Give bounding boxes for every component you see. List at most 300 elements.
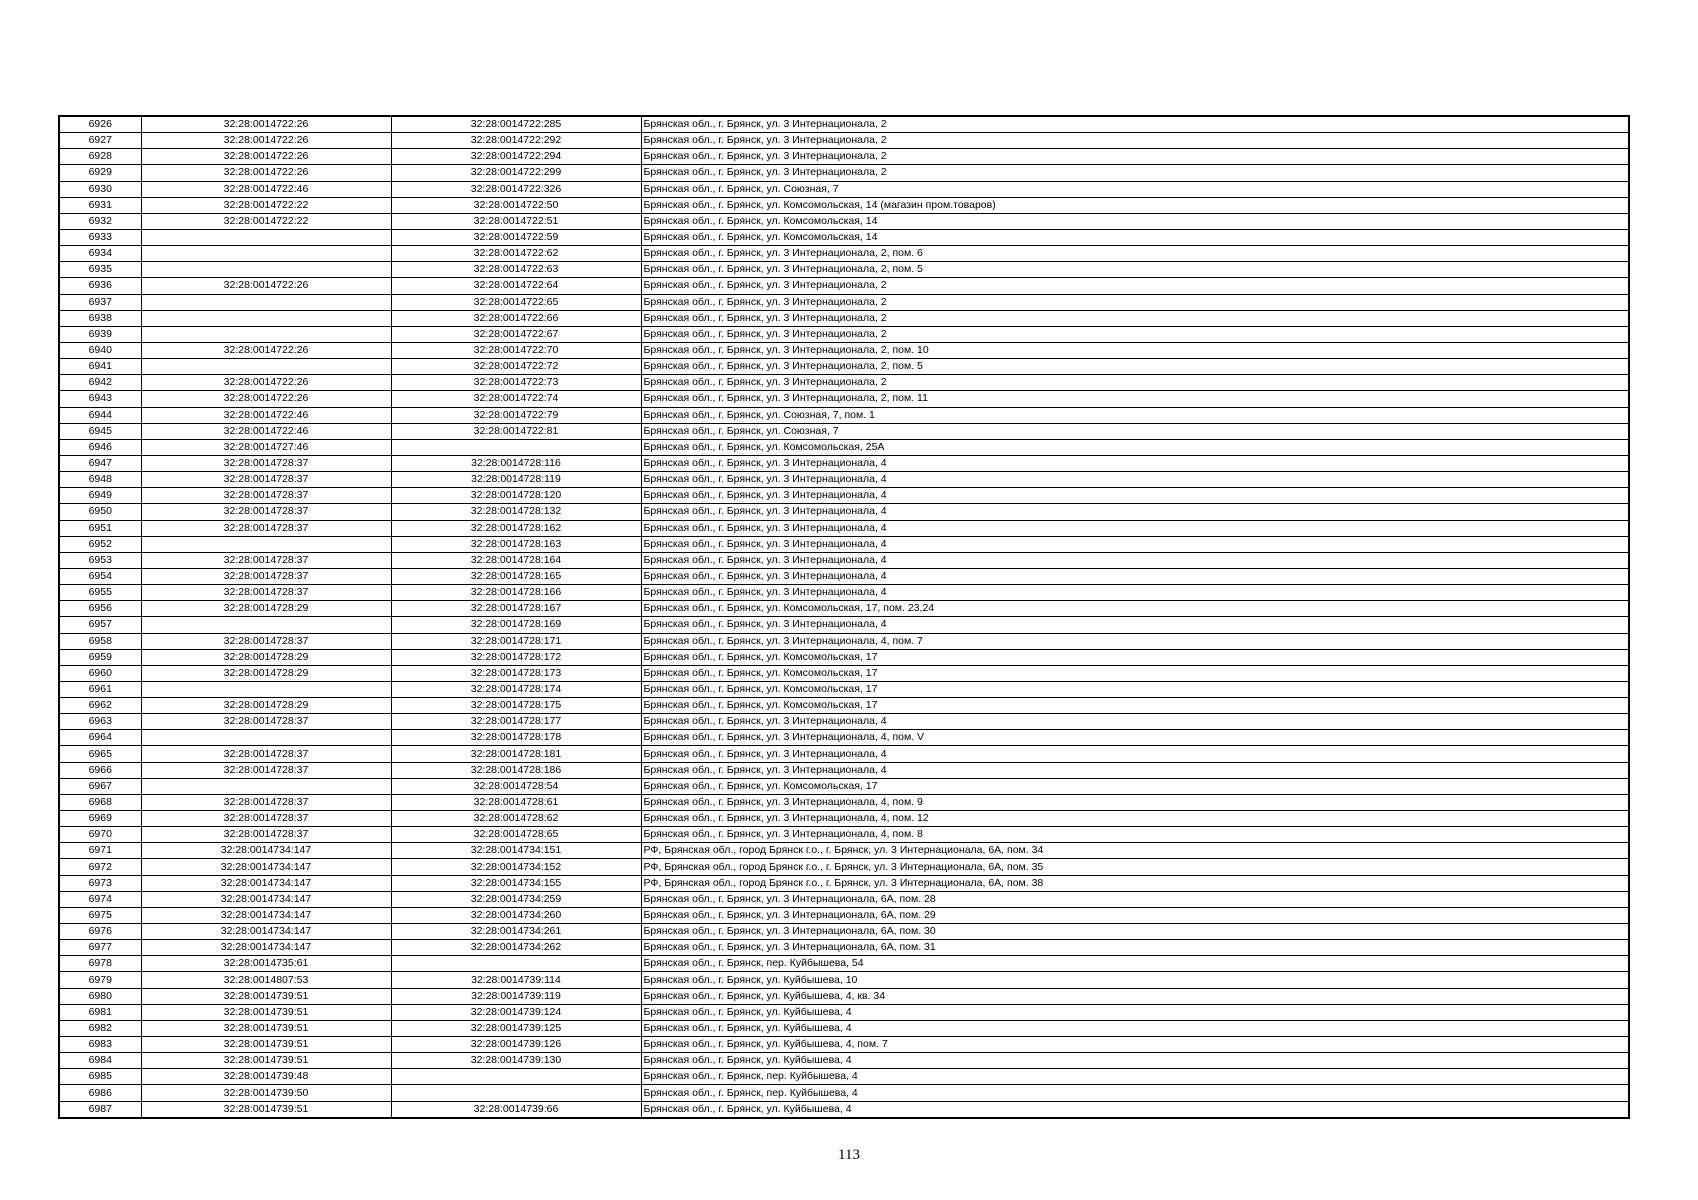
parent-cadastral-number-cell: 32:28:0014739:51: [141, 1004, 391, 1020]
address-cell: Брянская обл., г. Брянск, ул. Союзная, 7: [641, 423, 1629, 439]
parent-cadastral-number-cell: [141, 326, 391, 342]
row-number-cell: 6983: [59, 1037, 141, 1053]
table-row: [59, 165, 1629, 181]
cadastral-number-cell: 32:28:0014728:65: [391, 827, 641, 843]
cadastral-number-cell: 32:28:0014734:155: [391, 875, 641, 891]
address-cell: РФ, Брянская обл., город Брянск г.о., г. Брянск, ул. 3 Интернационала, 6А, пом. 34: [641, 843, 1629, 859]
cadastral-number-cell: 32:28:0014722:59: [391, 229, 641, 245]
table-row: [59, 1053, 1629, 1069]
parent-cadastral-number-cell: 32:28:0014728:29: [141, 649, 391, 665]
row-number-cell: 6935: [59, 262, 141, 278]
cadastral-number-cell: 32:28:0014728:61: [391, 794, 641, 810]
table-row: [59, 988, 1629, 1004]
parent-cadastral-number-cell: 32:28:0014728:37: [141, 794, 391, 810]
parent-cadastral-number-cell: 32:28:0014739:50: [141, 1085, 391, 1101]
row-number-cell: 6933: [59, 229, 141, 245]
row-number-cell: 6974: [59, 891, 141, 907]
table-row: [59, 488, 1629, 504]
cadastral-number-cell: 32:28:0014722:74: [391, 391, 641, 407]
cadastral-number-cell: 32:28:0014728:166: [391, 585, 641, 601]
address-cell: Брянская обл., г. Брянск, ул. 3 Интернационала, 4: [641, 617, 1629, 633]
parent-cadastral-number-cell: 32:28:0014728:29: [141, 698, 391, 714]
row-number-cell: 6945: [59, 423, 141, 439]
row-number-cell: 6981: [59, 1004, 141, 1020]
row-number-cell: 6940: [59, 342, 141, 358]
parent-cadastral-number-cell: [141, 246, 391, 262]
cadastral-number-cell: 32:28:0014728:175: [391, 698, 641, 714]
parent-cadastral-number-cell: 32:28:0014722:26: [141, 375, 391, 391]
cadastral-number-cell: 32:28:0014739:119: [391, 988, 641, 1004]
table-row: [59, 681, 1629, 697]
address-cell: Брянская обл., г. Брянск, ул. Куйбышева, 10: [641, 972, 1629, 988]
cadastral-number-cell: 32:28:0014722:62: [391, 246, 641, 262]
row-number-cell: 6944: [59, 407, 141, 423]
cadastral-number-cell: 32:28:0014728:120: [391, 488, 641, 504]
address-cell: Брянская обл., г. Брянск, пер. Куйбышева, 4: [641, 1069, 1629, 1085]
parent-cadastral-number-cell: 32:28:0014728:29: [141, 601, 391, 617]
table-row: [59, 1020, 1629, 1036]
table-row: [59, 229, 1629, 245]
parent-cadastral-number-cell: [141, 730, 391, 746]
table-row: [59, 1101, 1629, 1118]
row-number-cell: 6969: [59, 811, 141, 827]
address-cell: Брянская обл., г. Брянск, ул. Комсомольская, 17: [641, 649, 1629, 665]
cadastral-number-cell: 32:28:0014722:64: [391, 278, 641, 294]
address-cell: Брянская обл., г. Брянск, ул. 3 Интернационала, 2: [641, 278, 1629, 294]
table-row: [59, 649, 1629, 665]
address-cell: Брянская обл., г. Брянск, ул. 3 Интернационала, 4: [641, 455, 1629, 471]
cadastral-number-cell: 32:28:0014722:65: [391, 294, 641, 310]
address-cell: Брянская обл., г. Брянск, ул. 3 Интернационала, 2, пом. 6: [641, 246, 1629, 262]
cadastral-number-cell: 32:28:0014739:125: [391, 1020, 641, 1036]
cadastral-number-cell: 32:28:0014734:260: [391, 907, 641, 923]
row-number-cell: 6975: [59, 907, 141, 923]
table-row: [59, 811, 1629, 827]
table-row: [59, 843, 1629, 859]
table-row: [59, 326, 1629, 342]
cadastral-number-cell: 32:28:0014734:152: [391, 859, 641, 875]
cadastral-number-cell: 32:28:0014728:163: [391, 536, 641, 552]
address-cell: Брянская обл., г. Брянск, ул. Куйбышева, 4: [641, 1004, 1629, 1020]
cadastral-number-cell: 32:28:0014728:173: [391, 665, 641, 681]
cadastral-number-cell: 32:28:0014722:51: [391, 213, 641, 229]
cadastral-number-cell: 32:28:0014728:167: [391, 601, 641, 617]
row-number-cell: 6984: [59, 1053, 141, 1069]
address-cell: Брянская обл., г. Брянск, ул. 3 Интернационала, 4: [641, 488, 1629, 504]
address-cell: Брянская обл., г. Брянск, ул. Комсомольская, 17: [641, 698, 1629, 714]
table-row: [59, 859, 1629, 875]
parent-cadastral-number-cell: [141, 262, 391, 278]
row-number-cell: 6980: [59, 988, 141, 1004]
parent-cadastral-number-cell: 32:28:0014728:37: [141, 827, 391, 843]
table-row: [59, 746, 1629, 762]
parent-cadastral-number-cell: [141, 617, 391, 633]
row-number-cell: 6930: [59, 181, 141, 197]
parent-cadastral-number-cell: 32:28:0014728:37: [141, 472, 391, 488]
row-number-cell: 6953: [59, 552, 141, 568]
cadastral-number-cell: 32:28:0014728:132: [391, 504, 641, 520]
row-number-cell: 6977: [59, 940, 141, 956]
table-row: [59, 827, 1629, 843]
table-row: [59, 262, 1629, 278]
cadastral-number-cell: [391, 1085, 641, 1101]
cadastral-number-cell: 32:28:0014728:54: [391, 778, 641, 794]
parent-cadastral-number-cell: 32:28:0014722:26: [141, 165, 391, 181]
parent-cadastral-number-cell: 32:28:0014735:61: [141, 956, 391, 972]
address-cell: Брянская обл., г. Брянск, ул. 3 Интернационала, 4, пом. 7: [641, 633, 1629, 649]
address-cell: Брянская обл., г. Брянск, ул. 3 Интернационала, 4: [641, 520, 1629, 536]
row-number-cell: 6963: [59, 714, 141, 730]
row-number-cell: 6978: [59, 956, 141, 972]
row-number-cell: 6955: [59, 585, 141, 601]
row-number-cell: 6931: [59, 197, 141, 213]
table-row: [59, 552, 1629, 568]
parent-cadastral-number-cell: 32:28:0014734:147: [141, 907, 391, 923]
parent-cadastral-number-cell: [141, 310, 391, 326]
table-row: [59, 617, 1629, 633]
row-number-cell: 6972: [59, 859, 141, 875]
cadastral-number-cell: 32:28:0014728:164: [391, 552, 641, 568]
cadastral-number-cell: [391, 439, 641, 455]
address-cell: Брянская обл., г. Брянск, ул. Союзная, 7, пом. 1: [641, 407, 1629, 423]
address-cell: Брянская обл., г. Брянск, ул. 3 Интернационала, 4: [641, 536, 1629, 552]
row-number-cell: 6971: [59, 843, 141, 859]
table-row: [59, 342, 1629, 358]
row-number-cell: 6976: [59, 924, 141, 940]
cadastral-number-cell: 32:28:0014722:79: [391, 407, 641, 423]
table-row: [59, 633, 1629, 649]
registry-table-body: [59, 116, 1629, 1118]
address-cell: Брянская обл., г. Брянск, ул. 3 Интернационала, 6А, пом. 30: [641, 924, 1629, 940]
cadastral-number-cell: 32:28:0014728:172: [391, 649, 641, 665]
table-row: [59, 891, 1629, 907]
cadastral-number-cell: 32:28:0014734:151: [391, 843, 641, 859]
table-row: [59, 197, 1629, 213]
row-number-cell: 6947: [59, 455, 141, 471]
row-number-cell: 6979: [59, 972, 141, 988]
row-number-cell: 6941: [59, 359, 141, 375]
address-cell: Брянская обл., г. Брянск, ул. 3 Интернационала, 4, пом. V: [641, 730, 1629, 746]
cadastral-number-cell: 32:28:0014739:114: [391, 972, 641, 988]
row-number-cell: 6967: [59, 778, 141, 794]
table-row: [59, 504, 1629, 520]
row-number-cell: 6927: [59, 133, 141, 149]
address-cell: Брянская обл., г. Брянск, ул. 3 Интернационала, 4: [641, 585, 1629, 601]
parent-cadastral-number-cell: 32:28:0014728:37: [141, 455, 391, 471]
table-row: [59, 601, 1629, 617]
address-cell: Брянская обл., г. Брянск, ул. 3 Интернационала, 4, пом. 12: [641, 811, 1629, 827]
address-cell: Брянская обл., г. Брянск, ул. 3 Интернационала, 2, пом. 11: [641, 391, 1629, 407]
cadastral-number-cell: 32:28:0014722:299: [391, 165, 641, 181]
address-cell: Брянская обл., г. Брянск, ул. 3 Интернационала, 4, пом. 9: [641, 794, 1629, 810]
address-cell: Брянская обл., г. Брянск, ул. 3 Интернационала, 2: [641, 375, 1629, 391]
address-cell: Брянская обл., г. Брянск, ул. Комсомольская, 14: [641, 229, 1629, 245]
row-number-cell: 6985: [59, 1069, 141, 1085]
table-row: [59, 698, 1629, 714]
table-row: [59, 359, 1629, 375]
parent-cadastral-number-cell: 32:28:0014722:46: [141, 407, 391, 423]
row-number-cell: 6959: [59, 649, 141, 665]
cadastral-number-cell: 32:28:0014728:174: [391, 681, 641, 697]
cadastral-number-cell: 32:28:0014728:177: [391, 714, 641, 730]
table-row: [59, 875, 1629, 891]
row-number-cell: 6937: [59, 294, 141, 310]
row-number-cell: 6939: [59, 326, 141, 342]
table-row: [59, 665, 1629, 681]
cadastral-number-cell: 32:28:0014728:186: [391, 762, 641, 778]
parent-cadastral-number-cell: 32:28:0014728:37: [141, 633, 391, 649]
row-number-cell: 6942: [59, 375, 141, 391]
parent-cadastral-number-cell: 32:28:0014739:51: [141, 1053, 391, 1069]
row-number-cell: 6986: [59, 1085, 141, 1101]
address-cell: Брянская обл., г. Брянск, ул. Комсомольская, 17: [641, 665, 1629, 681]
table-row: [59, 116, 1629, 133]
address-cell: Брянская обл., г. Брянск, ул. 3 Интернационала, 2, пом. 5: [641, 359, 1629, 375]
row-number-cell: 6982: [59, 1020, 141, 1036]
row-number-cell: 6964: [59, 730, 141, 746]
cadastral-number-cell: 32:28:0014722:81: [391, 423, 641, 439]
parent-cadastral-number-cell: [141, 536, 391, 552]
row-number-cell: 6948: [59, 472, 141, 488]
cadastral-number-cell: 32:28:0014722:294: [391, 149, 641, 165]
row-number-cell: 6956: [59, 601, 141, 617]
address-cell: Брянская обл., г. Брянск, ул. Комсомольская, 25А: [641, 439, 1629, 455]
cadastral-number-cell: 32:28:0014722:72: [391, 359, 641, 375]
parent-cadastral-number-cell: 32:28:0014722:26: [141, 133, 391, 149]
parent-cadastral-number-cell: 32:28:0014728:37: [141, 714, 391, 730]
parent-cadastral-number-cell: 32:28:0014728:37: [141, 488, 391, 504]
row-number-cell: 6987: [59, 1101, 141, 1118]
cadastral-number-cell: 32:28:0014728:116: [391, 455, 641, 471]
cadastral-number-cell: 32:28:0014728:119: [391, 472, 641, 488]
address-cell: Брянская обл., г. Брянск, ул. 3 Интернационала, 2: [641, 133, 1629, 149]
table-row: [59, 1037, 1629, 1053]
cadastral-number-cell: 32:28:0014722:66: [391, 310, 641, 326]
row-number-cell: 6932: [59, 213, 141, 229]
parent-cadastral-number-cell: 32:28:0014722:46: [141, 423, 391, 439]
cadastral-number-cell: 32:28:0014722:285: [391, 116, 641, 133]
parent-cadastral-number-cell: [141, 294, 391, 310]
parent-cadastral-number-cell: 32:28:0014728:37: [141, 811, 391, 827]
row-number-cell: 6929: [59, 165, 141, 181]
parent-cadastral-number-cell: 32:28:0014728:37: [141, 504, 391, 520]
registry-table: [58, 115, 1630, 1119]
cadastral-number-cell: 32:28:0014722:73: [391, 375, 641, 391]
cadastral-number-cell: 32:28:0014728:165: [391, 568, 641, 584]
table-row: [59, 520, 1629, 536]
row-number-cell: 6949: [59, 488, 141, 504]
address-cell: Брянская обл., г. Брянск, ул. 3 Интернационала, 4: [641, 746, 1629, 762]
address-cell: Брянская обл., г. Брянск, ул. Союзная, 7: [641, 181, 1629, 197]
cadastral-number-cell: 32:28:0014722:67: [391, 326, 641, 342]
parent-cadastral-number-cell: 32:28:0014728:37: [141, 585, 391, 601]
table-row: [59, 310, 1629, 326]
parent-cadastral-number-cell: [141, 359, 391, 375]
cadastral-number-cell: 32:28:0014739:126: [391, 1037, 641, 1053]
cadastral-number-cell: 32:28:0014734:262: [391, 940, 641, 956]
row-number-cell: 6934: [59, 246, 141, 262]
cadastral-number-cell: 32:28:0014722:50: [391, 197, 641, 213]
address-cell: Брянская обл., г. Брянск, ул. 3 Интернационала, 2: [641, 294, 1629, 310]
table-row: [59, 536, 1629, 552]
address-cell: Брянская обл., г. Брянск, ул. Куйбышева, 4: [641, 1101, 1629, 1118]
cadastral-number-cell: 32:28:0014722:326: [391, 181, 641, 197]
table-row: [59, 278, 1629, 294]
table-row: [59, 585, 1629, 601]
row-number-cell: 6938: [59, 310, 141, 326]
cadastral-number-cell: [391, 956, 641, 972]
address-cell: Брянская обл., г. Брянск, ул. 3 Интернационала, 4: [641, 472, 1629, 488]
row-number-cell: 6957: [59, 617, 141, 633]
table-row: [59, 439, 1629, 455]
row-number-cell: 6950: [59, 504, 141, 520]
row-number-cell: 6965: [59, 746, 141, 762]
address-cell: Брянская обл., г. Брянск, ул. 3 Интернационала, 6А, пом. 29: [641, 907, 1629, 923]
address-cell: Брянская обл., г. Брянск, ул. Комсомольская, 17: [641, 778, 1629, 794]
table-row: [59, 956, 1629, 972]
cadastral-number-cell: 32:28:0014739:130: [391, 1053, 641, 1069]
address-cell: Брянская обл., г. Брянск, ул. 3 Интернационала, 4: [641, 714, 1629, 730]
table-row: [59, 375, 1629, 391]
parent-cadastral-number-cell: [141, 778, 391, 794]
address-cell: Брянская обл., г. Брянск, ул. Куйбышева, 4, пом. 7: [641, 1037, 1629, 1053]
address-cell: Брянская обл., г. Брянск, ул. 3 Интернационала, 2: [641, 310, 1629, 326]
table-row: [59, 246, 1629, 262]
row-number-cell: 6961: [59, 681, 141, 697]
address-cell: Брянская обл., г. Брянск, ул. 3 Интернационала, 2, пом. 5: [641, 262, 1629, 278]
table-row: [59, 391, 1629, 407]
cadastral-number-cell: 32:28:0014728:171: [391, 633, 641, 649]
address-cell: Брянская обл., г. Брянск, ул. 3 Интернационала, 2: [641, 165, 1629, 181]
parent-cadastral-number-cell: 32:28:0014739:51: [141, 1020, 391, 1036]
parent-cadastral-number-cell: 32:28:0014722:26: [141, 149, 391, 165]
address-cell: Брянская обл., г. Брянск, ул. 3 Интернационала, 4: [641, 568, 1629, 584]
row-number-cell: 6960: [59, 665, 141, 681]
table-row: [59, 1085, 1629, 1101]
parent-cadastral-number-cell: 32:28:0014734:147: [141, 843, 391, 859]
parent-cadastral-number-cell: 32:28:0014722:22: [141, 213, 391, 229]
table-row: [59, 149, 1629, 165]
parent-cadastral-number-cell: 32:28:0014728:37: [141, 746, 391, 762]
row-number-cell: 6943: [59, 391, 141, 407]
address-cell: Брянская обл., г. Брянск, ул. Комсомольская, 14 (магазин пром.товаров): [641, 197, 1629, 213]
cadastral-number-cell: 32:28:0014728:181: [391, 746, 641, 762]
address-cell: Брянская обл., г. Брянск, ул. Комсомольская, 17, пом. 23,24: [641, 601, 1629, 617]
table-row: [59, 472, 1629, 488]
table-row: [59, 924, 1629, 940]
table-row: [59, 907, 1629, 923]
parent-cadastral-number-cell: 32:28:0014722:46: [141, 181, 391, 197]
row-number-cell: 6968: [59, 794, 141, 810]
cadastral-number-cell: 32:28:0014734:259: [391, 891, 641, 907]
parent-cadastral-number-cell: 32:28:0014722:26: [141, 391, 391, 407]
cadastral-number-cell: 32:28:0014728:178: [391, 730, 641, 746]
cadastral-number-cell: 32:28:0014722:70: [391, 342, 641, 358]
cadastral-number-cell: 32:28:0014728:162: [391, 520, 641, 536]
parent-cadastral-number-cell: 32:28:0014739:51: [141, 988, 391, 1004]
row-number-cell: 6946: [59, 439, 141, 455]
parent-cadastral-number-cell: 32:28:0014728:37: [141, 552, 391, 568]
table-row: [59, 714, 1629, 730]
row-number-cell: 6973: [59, 875, 141, 891]
cadastral-number-cell: 32:28:0014722:63: [391, 262, 641, 278]
table-row: [59, 181, 1629, 197]
parent-cadastral-number-cell: 32:28:0014739:48: [141, 1069, 391, 1085]
address-cell: Брянская обл., г. Брянск, ул. 3 Интернационала, 4: [641, 552, 1629, 568]
table-row: [59, 940, 1629, 956]
address-cell: Брянская обл., г. Брянск, ул. 3 Интернационала, 4: [641, 504, 1629, 520]
address-cell: Брянская обл., г. Брянск, ул. 3 Интернационала, 2: [641, 116, 1629, 133]
row-number-cell: 6970: [59, 827, 141, 843]
cadastral-number-cell: 32:28:0014739:124: [391, 1004, 641, 1020]
parent-cadastral-number-cell: 32:28:0014807:53: [141, 972, 391, 988]
parent-cadastral-number-cell: 32:28:0014734:147: [141, 924, 391, 940]
cadastral-number-cell: 32:28:0014728:169: [391, 617, 641, 633]
row-number-cell: 6928: [59, 149, 141, 165]
row-number-cell: 6926: [59, 116, 141, 133]
table-row: [59, 407, 1629, 423]
table-row: [59, 972, 1629, 988]
cadastral-number-cell: 32:28:0014734:261: [391, 924, 641, 940]
parent-cadastral-number-cell: [141, 681, 391, 697]
address-cell: Брянская обл., г. Брянск, ул. Куйбышева, 4, кв. 34: [641, 988, 1629, 1004]
address-cell: Брянская обл., г. Брянск, ул. 3 Интернационала, 2: [641, 149, 1629, 165]
parent-cadastral-number-cell: 32:28:0014728:37: [141, 762, 391, 778]
table-row: [59, 213, 1629, 229]
address-cell: Брянская обл., г. Брянск, ул. Куйбышева, 4: [641, 1053, 1629, 1069]
address-cell: Брянская обл., г. Брянск, ул. 3 Интернационала, 2, пом. 10: [641, 342, 1629, 358]
parent-cadastral-number-cell: 32:28:0014728:29: [141, 665, 391, 681]
parent-cadastral-number-cell: 32:28:0014727:46: [141, 439, 391, 455]
page-number: 113: [838, 1147, 860, 1163]
table-row: [59, 730, 1629, 746]
cadastral-number-cell: 32:28:0014722:292: [391, 133, 641, 149]
address-cell: Брянская обл., г. Брянск, ул. 3 Интернационала, 6А, пом. 28: [641, 891, 1629, 907]
row-number-cell: 6951: [59, 520, 141, 536]
address-cell: РФ, Брянская обл., город Брянск г.о., г. Брянск, ул. 3 Интернационала, 6А, пом. 38: [641, 875, 1629, 891]
row-number-cell: 6936: [59, 278, 141, 294]
parent-cadastral-number-cell: 32:28:0014734:147: [141, 875, 391, 891]
parent-cadastral-number-cell: 32:28:0014739:51: [141, 1037, 391, 1053]
table-row: [59, 133, 1629, 149]
parent-cadastral-number-cell: [141, 229, 391, 245]
address-cell: Брянская обл., г. Брянск, пер. Куйбышева, 4: [641, 1085, 1629, 1101]
address-cell: Брянская обл., г. Брянск, ул. Комсомольская, 14: [641, 213, 1629, 229]
cadastral-number-cell: 32:28:0014728:62: [391, 811, 641, 827]
address-cell: РФ, Брянская обл., город Брянск г.о., г. Брянск, ул. 3 Интернационала, 6А, пом. 35: [641, 859, 1629, 875]
address-cell: Брянская обл., г. Брянск, ул. Куйбышева, 4: [641, 1020, 1629, 1036]
row-number-cell: 6962: [59, 698, 141, 714]
parent-cadastral-number-cell: 32:28:0014734:147: [141, 940, 391, 956]
table-row: [59, 455, 1629, 471]
address-cell: Брянская обл., г. Брянск, ул. 3 Интернационала, 2: [641, 326, 1629, 342]
table-row: [59, 794, 1629, 810]
row-number-cell: 6952: [59, 536, 141, 552]
address-cell: Брянская обл., г. Брянск, ул. 3 Интернационала, 4, пом. 8: [641, 827, 1629, 843]
parent-cadastral-number-cell: 32:28:0014734:147: [141, 859, 391, 875]
table-row: [59, 762, 1629, 778]
row-number-cell: 6954: [59, 568, 141, 584]
cadastral-number-cell: 32:28:0014739:66: [391, 1101, 641, 1118]
address-cell: Брянская обл., г. Брянск, пер. Куйбышева, 54: [641, 956, 1629, 972]
address-cell: Брянская обл., г. Брянск, ул. 3 Интернационала, 6А, пом. 31: [641, 940, 1629, 956]
table-row: [59, 778, 1629, 794]
parent-cadastral-number-cell: 32:28:0014728:37: [141, 520, 391, 536]
table-row: [59, 423, 1629, 439]
parent-cadastral-number-cell: 32:28:0014722:26: [141, 342, 391, 358]
table-row: [59, 568, 1629, 584]
parent-cadastral-number-cell: 32:28:0014734:147: [141, 891, 391, 907]
